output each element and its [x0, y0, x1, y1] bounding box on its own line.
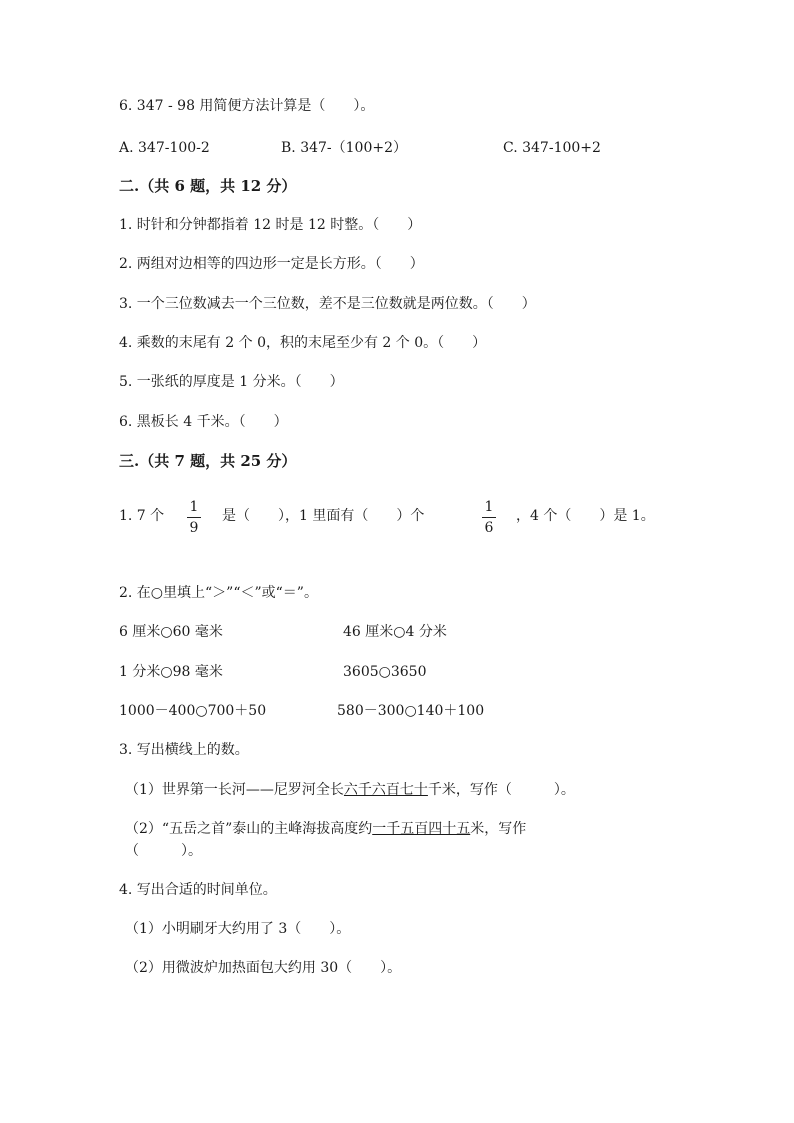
section2-heading: 二.（共 6 题，共 12 分）: [119, 177, 297, 195]
s3-q1-mid: 是（ ），1 里面有（ ）个: [222, 508, 425, 524]
s3-q2-stem: 2. 在○里填上“＞”“＜”或“＝”。: [119, 585, 318, 601]
s3-q1-tail: ，4 个（ ）是 1。: [516, 508, 655, 524]
s3-q4-stem: 4. 写出合适的时间单位。: [119, 882, 277, 898]
fraction-one-ninth: [187, 499, 201, 536]
section2-item-5: 5. 一张纸的厚度是 1 分米。（ ）: [119, 374, 344, 390]
section2-item-1: 1. 时针和分钟都指着 12 时是 12 时整。（ ）: [119, 217, 422, 233]
s3-q4-a: （1）小明刷牙大约用了 3（ ）。: [125, 921, 351, 937]
s3-q3-b-post: 米，写作: [470, 821, 527, 837]
fraction-bar: [482, 517, 496, 518]
section2-item-2: 2. 两组对边相等的四边形一定是长方形。（ ）: [119, 256, 424, 272]
compare-1-right: 46 厘米○4 分米: [343, 624, 447, 640]
s3-q3-a-underlined: 六千六百七十: [343, 782, 428, 798]
s3-q3-b-underlined: 一千五百四十五: [372, 821, 471, 837]
fraction-numerator: 1: [189, 499, 199, 515]
fraction-denominator: 6: [484, 520, 494, 536]
s3-q3-a-pre: （1）世界第一长河——尼罗河全长: [125, 782, 344, 798]
fraction-bar: [187, 517, 201, 518]
compare-1-left: 6 厘米○60 毫米: [119, 624, 223, 640]
s3-q3-b: [125, 819, 526, 839]
fraction-one-sixth: [482, 499, 496, 536]
s3-q3-a-post: 千米，写作（ ）。: [427, 782, 575, 798]
fraction-numerator: 1: [484, 499, 494, 515]
compare-2-left: 1 分米○98 毫米: [119, 664, 223, 680]
q6-stem: 6. 347 - 98 用简便方法计算是（ ）。: [119, 98, 375, 114]
s3-q3-stem: 3. 写出横线上的数。: [119, 742, 249, 758]
s3-q3-b-line2: （ ）。: [125, 843, 202, 859]
q6-option-b: B. 347-（100+2）: [281, 140, 407, 156]
s3-q1-num: 1. 7 个: [119, 508, 165, 524]
q6-option-a: A. 347-100-2: [119, 140, 210, 156]
s3-q4-b: （2）用微波炉加热面包大约用 30（ ）。: [125, 960, 402, 976]
compare-3-right: 580－300○140＋100: [337, 703, 485, 719]
fraction-denominator: 9: [189, 520, 199, 536]
section2-item-4: 4. 乘数的末尾有 2 个 0，积的末尾至少有 2 个 0。（ ）: [119, 335, 487, 351]
section2-item-6: 6. 黑板长 4 千米。（ ）: [119, 414, 288, 430]
q6-option-c: C. 347-100+2: [503, 140, 601, 156]
section3-heading: 三.（共 7 题，共 25 分）: [119, 452, 297, 470]
compare-3-left: 1000－400○700＋50: [119, 703, 267, 719]
compare-2-right: 3605○3650: [343, 664, 427, 680]
s3-q3-a: [125, 780, 575, 800]
section2-item-3: 3. 一个三位数减去一个三位数，差不是三位数就是两位数。（ ）: [119, 296, 536, 312]
s3-q3-b-pre: （2）“五岳之首”泰山的主峰海拔高度约: [125, 821, 373, 837]
